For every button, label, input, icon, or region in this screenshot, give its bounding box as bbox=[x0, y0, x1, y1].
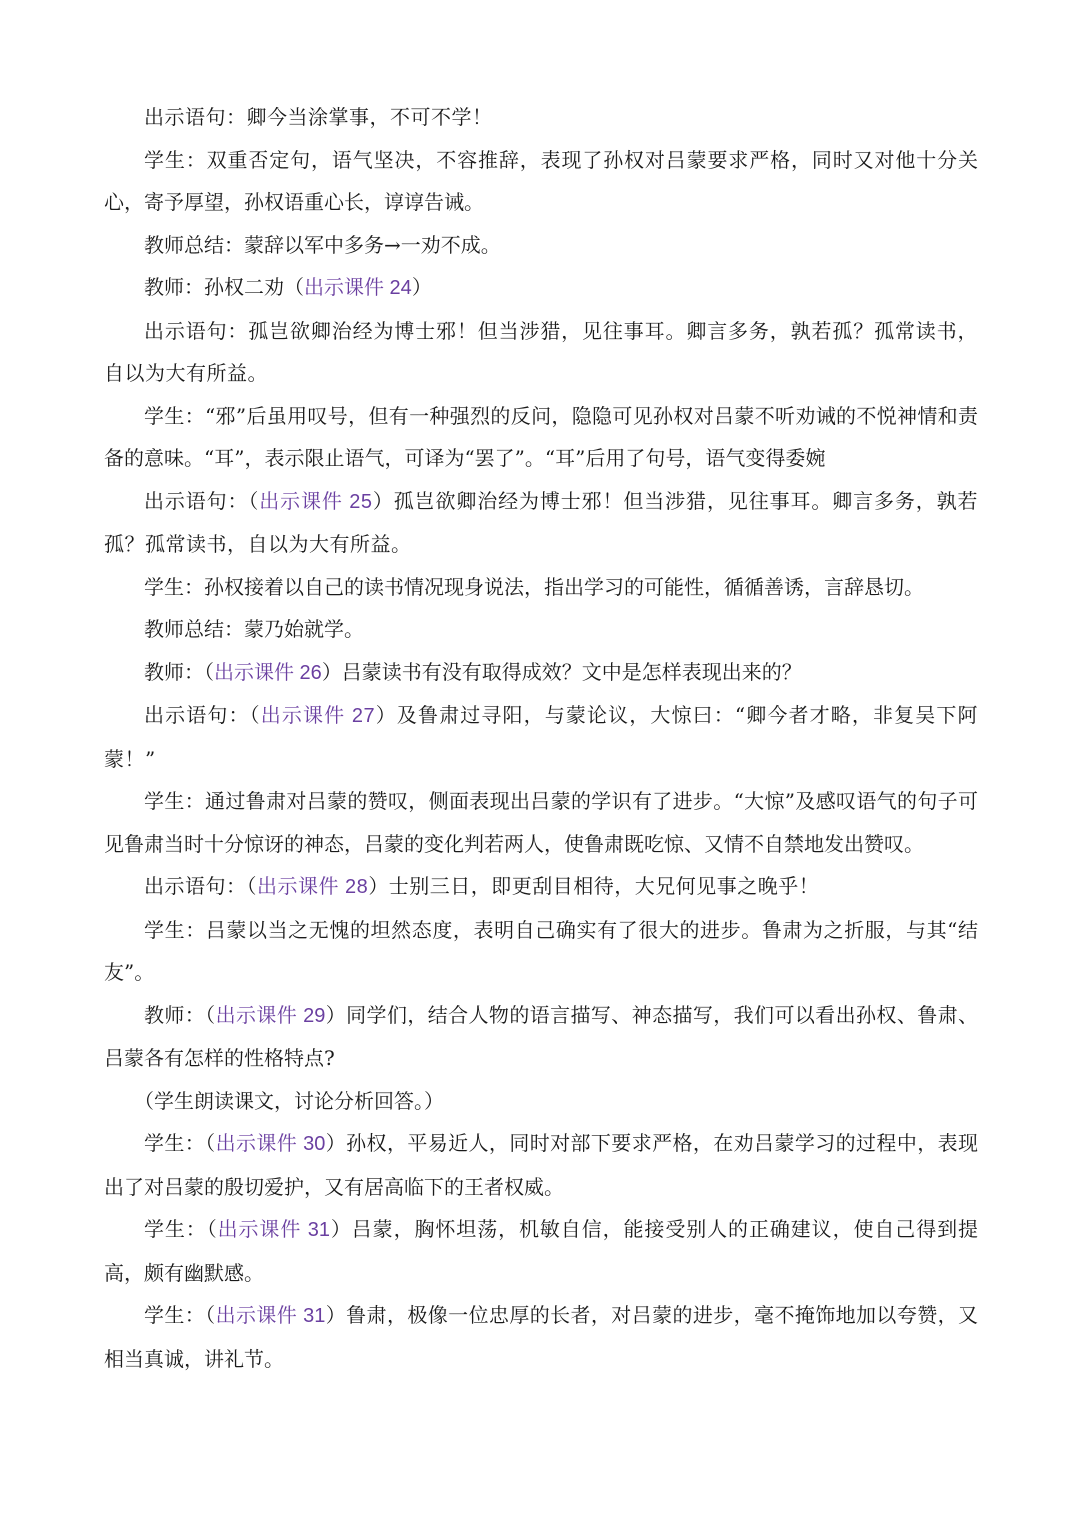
paragraph-body: ）及鲁肃过寻阳，与蒙论议，大惊曰：“卿今者才略，非复吴下阿蒙！” bbox=[104, 703, 978, 771]
paragraph-prefix: 学生： bbox=[144, 917, 206, 942]
paragraph-body: 通过鲁肃对吕蒙的赞叹，侧面表现出吕蒙的学识有了进步。“大惊”及感叹语气的句子可见鲁肃当时十分惊讶的神态，吕蒙的变化判若两人，使鲁肃既吃惊、又情不自禁地发出赞叹。 bbox=[104, 789, 979, 856]
paragraph-student bbox=[104, 139, 978, 224]
paragraph-prefix: 教师总结： bbox=[144, 232, 244, 257]
paragraph-body: 吕蒙以当之无愧的坦然态度，表明自己确实有了很大的进步。鲁肃为之折服，与其“结友”。 bbox=[104, 917, 979, 984]
paragraph-body: ）鲁肃，极像一位忠厚的长者，对吕蒙的进步，毫不掩饰地加以夸赞，又相当真诚，讲礼节。 bbox=[104, 1303, 979, 1371]
paragraph-body: ）孤岂欲卿治经为博士邪！但当涉猎，见往事耳。卿言多务，孰若孤？孤常读书，自以为大有所益。 bbox=[104, 488, 978, 556]
paragraph-prefix: 教师总结： bbox=[144, 617, 244, 641]
paragraph-teacher bbox=[104, 994, 978, 1080]
paragraph-prefix: 学生： bbox=[144, 789, 205, 813]
paragraph-body: 孙权接着以自己的读书情况现身说法，指出学习的可能性，循循善诱，言辞恳切。 bbox=[204, 574, 924, 599]
paragraph-body: 双重否定句，语气坚决，不容推辞，表现了孙权对吕蒙要求严格，同时又对他十分关心，寄予厚望，孙权语重心长，谆谆告诫。 bbox=[104, 147, 979, 214]
paragraph-prefix: 出示语句：（ bbox=[144, 874, 257, 898]
paragraph-body: ）吕蒙，胸怀坦荡，机敏自信，能接受别人的正确建议，使自己得到提高，颇有幽默感。 bbox=[104, 1217, 978, 1285]
paragraph-body: 蒙乃始就学。 bbox=[244, 617, 364, 641]
paragraph-student bbox=[104, 566, 978, 609]
courseware-reference: 出示课件 24 bbox=[304, 277, 412, 299]
paragraph-student bbox=[104, 909, 978, 994]
paragraph-display-sentence bbox=[104, 865, 978, 909]
paragraph-student bbox=[104, 1208, 978, 1294]
courseware-reference: 出示课件 30 bbox=[215, 1133, 326, 1155]
paragraph-display-sentence bbox=[104, 480, 978, 566]
courseware-reference: 出示课件 26 bbox=[214, 661, 322, 684]
courseware-reference: 出示课件 31 bbox=[217, 1219, 330, 1241]
courseware-reference: 出示课件 31 bbox=[215, 1305, 326, 1327]
paragraph-display-sentence bbox=[104, 694, 978, 780]
paragraph-display-sentence bbox=[104, 96, 978, 139]
courseware-reference: 出示课件 29 bbox=[215, 1004, 326, 1027]
courseware-reference: 出示课件 28 bbox=[257, 876, 369, 898]
paragraph-teacher bbox=[104, 651, 978, 695]
paragraph-student bbox=[104, 1122, 978, 1208]
paragraph-prefix: 学生：（ bbox=[144, 1303, 216, 1327]
paragraph-body: 孤岂欲卿治经为博士邪！但当涉猎，见往事耳。卿言多务，孰若孤？孤常读书，自以为大有所益。 bbox=[104, 318, 979, 385]
paragraph-body: ）吕蒙读书有没有取得成效？文中是怎样表现出来的？ bbox=[321, 659, 802, 684]
paragraph-prefix: 学生： bbox=[144, 574, 204, 599]
paragraph-body: 卿今当涂掌事，不可不学！ bbox=[246, 105, 493, 129]
paragraph-prefix: 学生： bbox=[144, 147, 207, 172]
paragraph-prefix: 教师：（ bbox=[144, 1002, 216, 1027]
paragraph-body: （学生朗读课文，讨论分析回答。） bbox=[134, 1088, 444, 1113]
document-body bbox=[104, 96, 978, 1380]
paragraph-student bbox=[104, 395, 978, 480]
paragraph-body: 蒙辞以军中多务→一劝不成。 bbox=[244, 232, 501, 257]
paragraph-prefix: 出示语句： bbox=[144, 105, 247, 129]
paragraph-teacher-summary bbox=[104, 608, 978, 651]
paragraph-body: ）士别三日，即更刮目相待，大兄何见事之晚乎！ bbox=[368, 874, 820, 898]
paragraph-prefix: 教师：（ bbox=[144, 659, 214, 684]
paragraph-prefix: 出示语句：（ bbox=[144, 703, 261, 727]
paragraph-prefix: 学生：（ bbox=[144, 1131, 216, 1155]
paragraph-prefix: 学生：（ bbox=[144, 1217, 218, 1241]
paragraph-body: ）同学们，结合人物的语言描写、神态描写，我们可以看出孙权、鲁肃、吕蒙各有怎样的性格特点? bbox=[104, 1002, 979, 1070]
paragraph-teacher bbox=[104, 266, 978, 310]
paragraph-display-sentence bbox=[104, 310, 978, 395]
paragraph-teacher-summary bbox=[104, 224, 978, 267]
courseware-reference: 出示课件 25 bbox=[259, 490, 373, 513]
paragraph-suffix: ） bbox=[411, 275, 432, 299]
paragraph-student bbox=[104, 1294, 978, 1380]
paragraph-prefix: 出示语句：（ bbox=[144, 488, 260, 513]
paragraph-prefix: 出示语句： bbox=[144, 318, 249, 343]
paragraph-body: “邪”后虽用叹号，但有一种强烈的反问，隐隐可见孙权对吕蒙不听劝诫的不悦神情和责备的意味。“耳”，表示限止语气，可译为“罢了”。“耳”后用了句号，语气变得委婉 bbox=[104, 403, 979, 470]
paragraph-stage-direction bbox=[104, 1080, 978, 1123]
paragraph-student bbox=[104, 780, 978, 865]
paragraph-body: ）孙权，平易近人，同时对部下要求严格，在劝吕蒙学习的过程中，表现出了对吕蒙的殷切爱护，又有居高临下的王者权威。 bbox=[104, 1131, 979, 1199]
paragraph-prefix: 教师：孙权二劝（ bbox=[144, 275, 304, 299]
courseware-reference: 出示课件 27 bbox=[260, 705, 376, 727]
paragraph-prefix: 学生： bbox=[144, 403, 205, 428]
